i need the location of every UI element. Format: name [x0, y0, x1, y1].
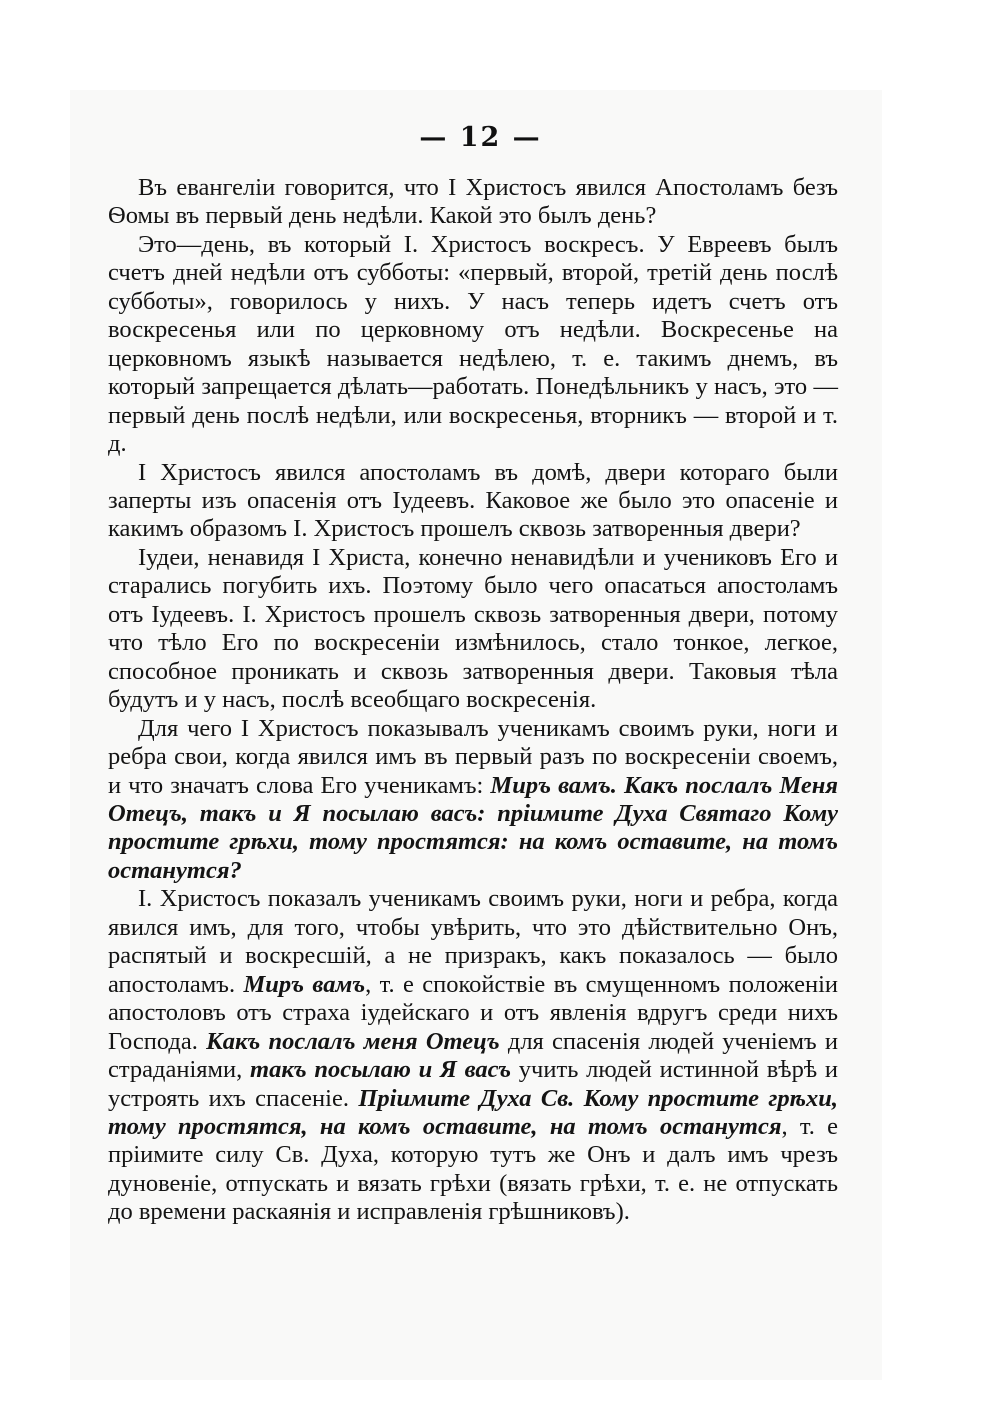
- paragraph: [108, 231, 838, 459]
- text-run: Для чего І Христосъ показывалъ ученикамъ своимъ руки, ноги и ребра свои, когда явился имъ въ первый разъ по воскресеніи своемъ, и что значатъ слова Его ученикамъ:: [108, 714, 838, 799]
- italic-quote: Миръ вамъ: [243, 970, 366, 998]
- paragraph: [108, 885, 838, 1226]
- page-number: — 12 —: [419, 122, 542, 153]
- italic-quote: Пріимите Духа Св. Кому простите грѣхи, тому простятся, на комъ оставите, на томъ останутся: [108, 1084, 838, 1140]
- text-run: Въ евангеліи говорится, что І Христосъ явился Апостоламъ безъ Ѳомы въ первый день недѣли. Какой это былъ день?: [108, 174, 838, 230]
- paragraph: [108, 544, 838, 715]
- text-run: учить людей истинной вѣрѣ и устроять ихъ спасеніе.: [108, 1056, 838, 1112]
- text-run: , т. е спокойствіе въ смущенномъ положеніи апостоловъ отъ страха іудейскаго и отъ явленія вдругъ среди нихъ Господа.: [108, 970, 838, 1055]
- text-run: Это—день, въ который І. Христосъ воскресъ. У Евреевъ былъ счетъ дней недѣли отъ субботы: «первый, второй, третій день послѣ субботы», говорилось у нихъ. У насъ теперь идетъ счетъ отъ воскресенья или по церковному отъ недѣли. Воскресенье на церковномъ языкѣ называется недѣлею, т. е. такимъ днемъ, въ который запрещается дѣлать—работать. Понедѣльникъ у насъ, это — первый день послѣ недѣли, или воскресенья, вторникъ — второй и т. д.: [108, 230, 838, 458]
- text-run: , т. е пріимите силу Св. Духа, которую тутъ же Онъ и далъ имъ чрезъ дуновеніе, отпускать и вязать грѣхи (вязать грѣхи, т. е. не отпускать до времени раскаянія и исправленія грѣшниковъ).: [108, 1112, 838, 1226]
- paragraph: [108, 459, 838, 544]
- paragraph: [108, 174, 838, 231]
- text-run: І. Христосъ показалъ ученикамъ своимъ руки, ноги и ребра, когда явился имъ, для того, чтобы увѣрить, что это дѣйствительно Онъ, распятый и воскресшій, а не призракъ, какъ показалось — было апостоламъ.: [108, 885, 838, 998]
- paragraph: [108, 715, 838, 886]
- text-run: для спасенія людей ученіемъ и страданіями,: [108, 1027, 838, 1084]
- text-run: І Христосъ явился апостоламъ въ домѣ, двери котораго были заперты изъ опасенія отъ Іудеевъ. Каковое же было это опасеніе и какимъ образомъ І. Христосъ прошелъ сквозь затворенныя двери?: [108, 458, 838, 543]
- italic-quote: Миръ вамъ. Какъ послалъ Меня Отецъ, такъ и Я посылаю васъ: пріимите Духа Святаго Кому простите грѣхи, тому простятся: на комъ оставите, на томъ останутся?: [108, 771, 838, 884]
- text-body: [108, 174, 838, 1227]
- text-run: Іудеи, ненавидя І Христа, конечно ненавидѣли и учениковъ Его и старались погубить ихъ. Поэтому было чего опасаться апостоламъ отъ Іудеевъ. І. Христосъ прошелъ сквозь затворенныя двери, потому что тѣло Его по воскресеніи измѣнилось, стало тонкое, легкое, способное проникать и сквозь затворенныя двери. Таковыя тѣла будутъ и у насъ, послѣ всеобщаго воскресенія.: [108, 543, 838, 714]
- italic-quote: Какъ послалъ меня Отецъ: [206, 1027, 500, 1055]
- italic-quote: такъ посылаю и Я васъ: [250, 1056, 512, 1084]
